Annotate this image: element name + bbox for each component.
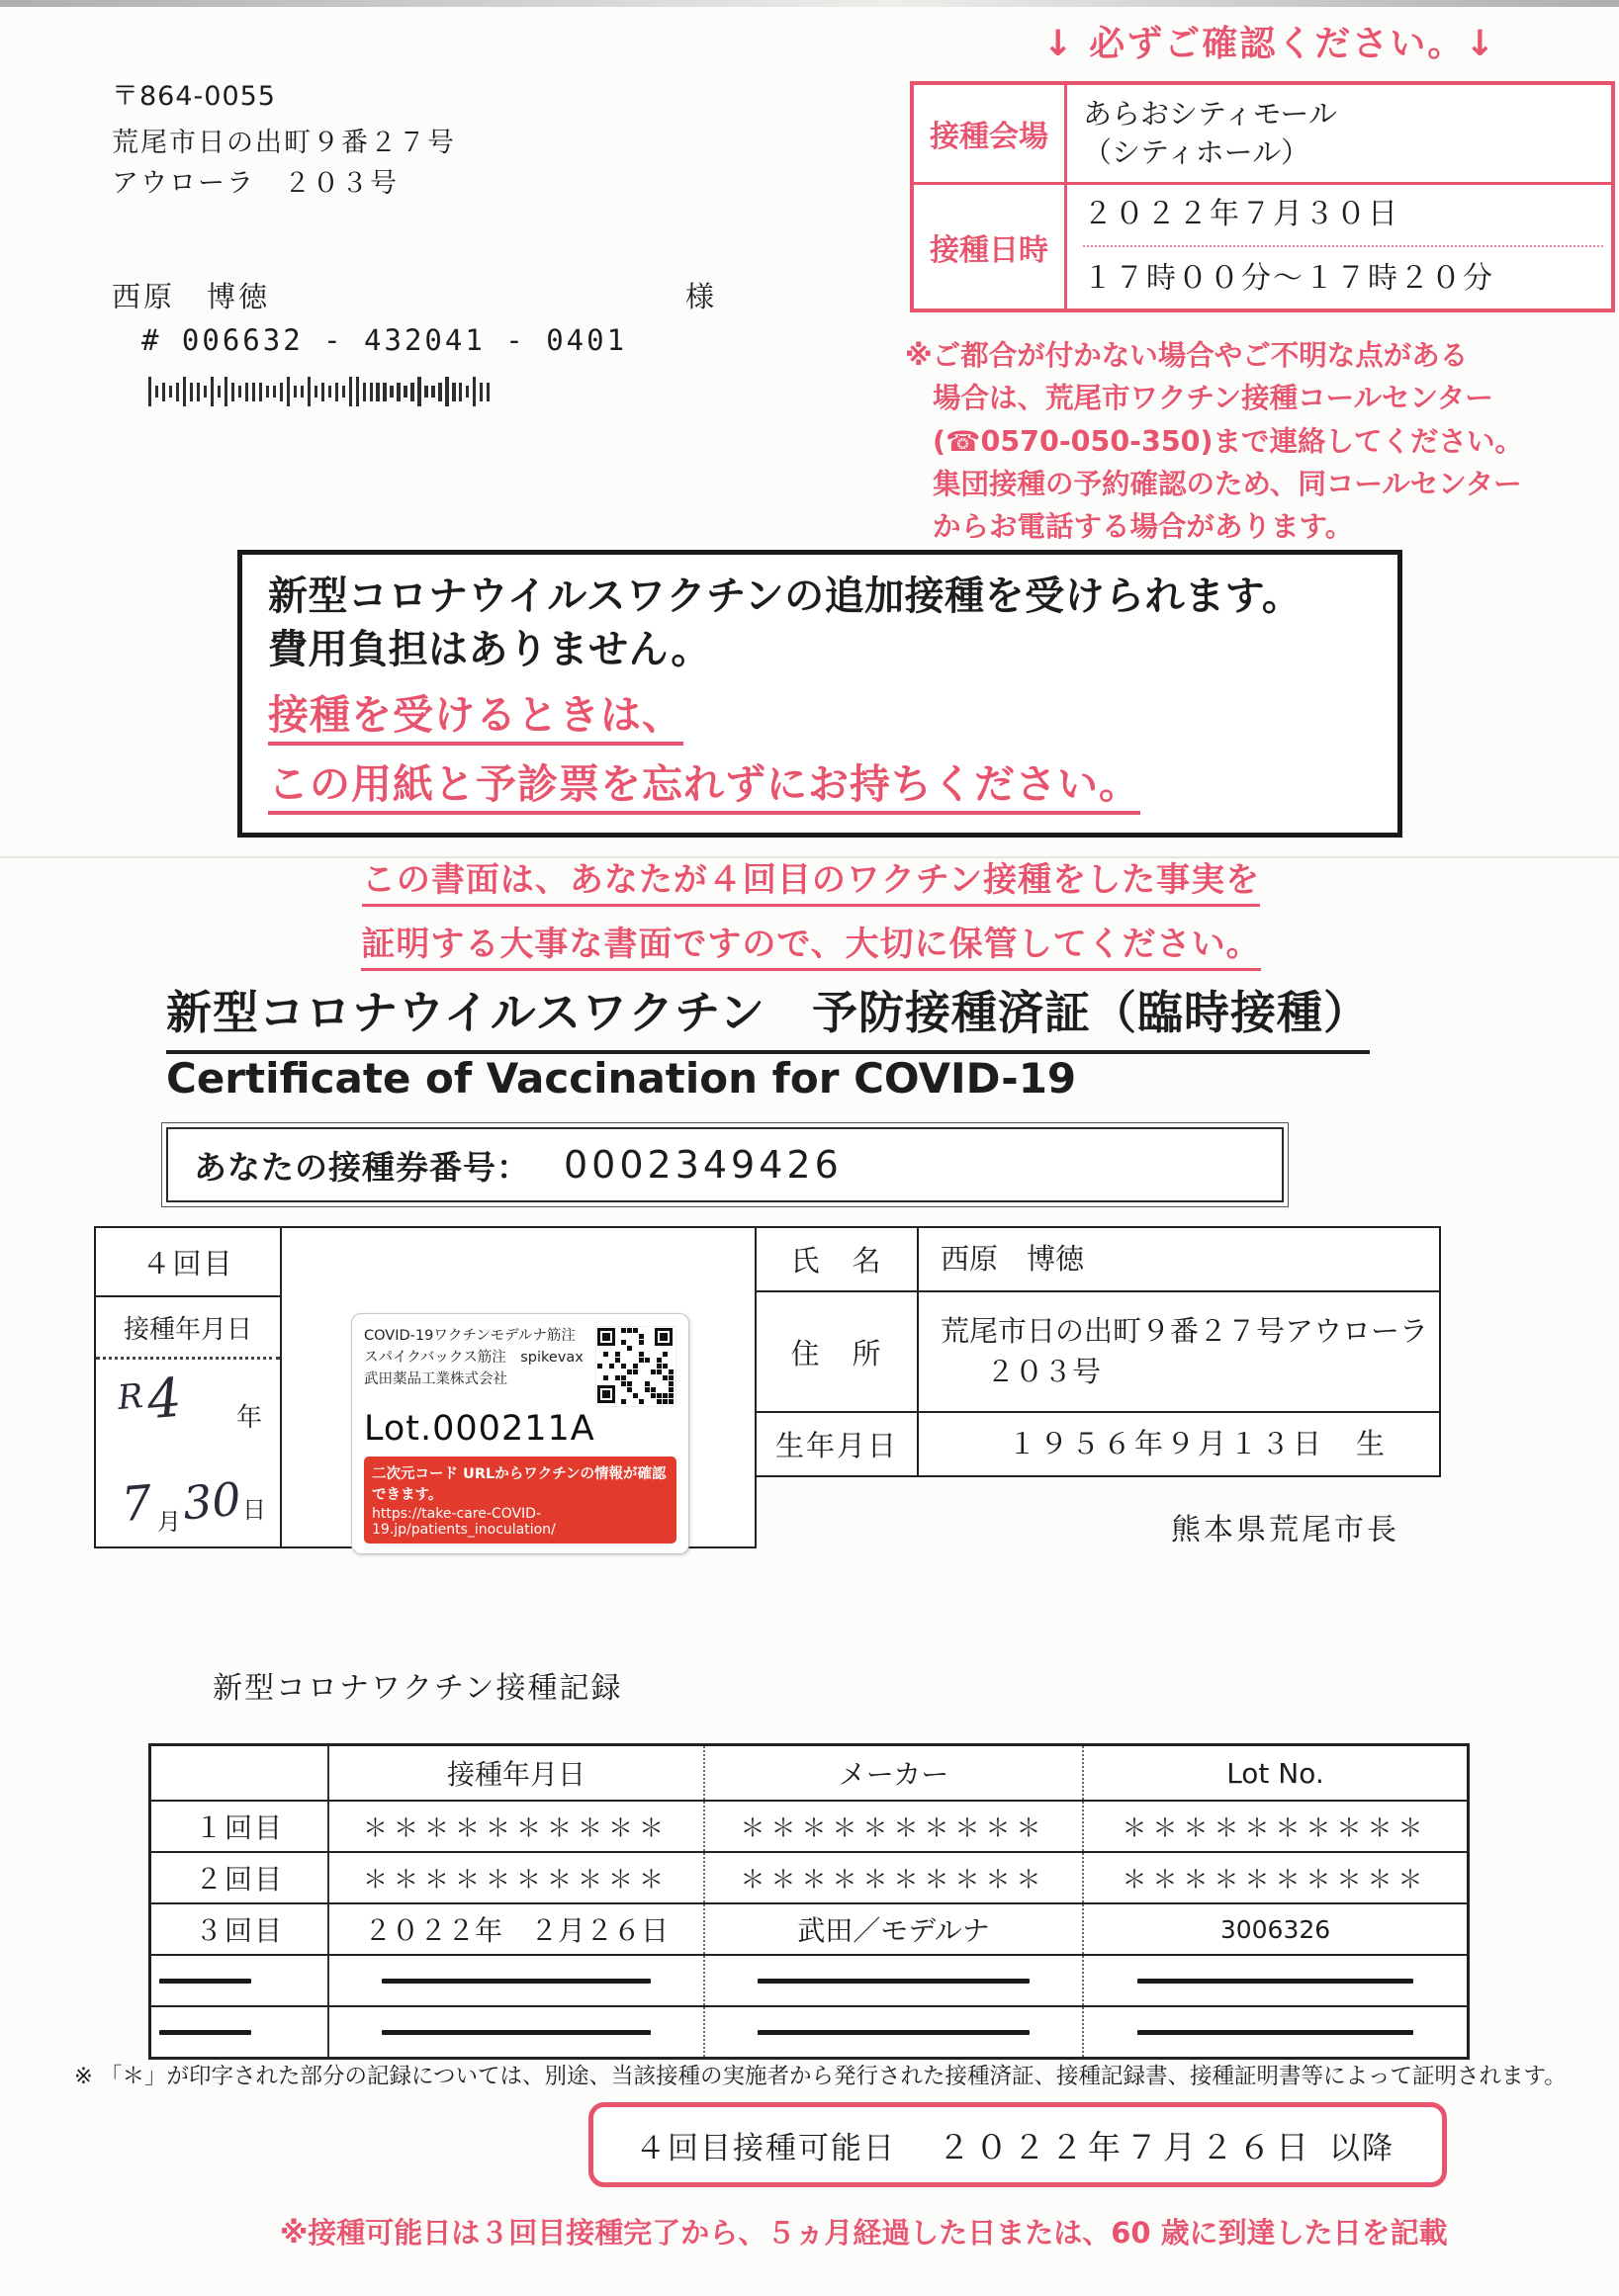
personal-info-column [757, 1226, 1441, 1548]
contact-note-line: 集団接種の予約確認のため、同コールセンター [933, 467, 1522, 500]
sticker-text [364, 1326, 587, 1407]
record-row-3 [151, 1904, 1467, 1956]
venue-label: 接種会場 [914, 85, 1067, 182]
address-value-line2: ２０３号 [986, 1355, 1102, 1388]
contact-note-line: 場合は、荒尾市ワクチン接種コールセンター [933, 382, 1493, 415]
record-date: ＊＊＊＊＊＊＊＊＊＊ [329, 1853, 705, 1902]
record-footnote: ※ 「＊」が印字された部分の記録については、別途、当該接種の実施者から発行された接種済証、接種記録書、接種証明書等によって証明されます。 [74, 2064, 1567, 2089]
certificate-table [94, 1226, 1441, 1548]
ticket-number-box [166, 1127, 1284, 1202]
handwritten-era: R [116, 1375, 145, 1419]
announce-line3: 接種を受けるときは、 [268, 690, 683, 746]
datetime-label: 接種日時 [914, 185, 1067, 309]
record-lot: ＊＊＊＊＊＊＊＊＊＊ [1122, 1865, 1429, 1894]
mail-id-number: # 006632 - 432041 - 0401 [141, 323, 628, 357]
name-row [757, 1228, 1441, 1292]
record-row-blank [151, 1956, 1467, 2007]
schedule-datetime-row [914, 182, 1611, 309]
contact-note-line: (☎0570-050-350)まで連絡してください。 [933, 424, 1524, 458]
keep-note-line1: この書面は、あなたが４回目のワクチン接種をした事実を [362, 852, 1260, 907]
keep-note [198, 852, 1424, 971]
address-value [919, 1292, 1439, 1410]
dose-number-cell: ４回目 [96, 1228, 280, 1297]
announcement-box [237, 550, 1402, 838]
handwritten-year: 4 [144, 1366, 185, 1432]
venue-value [1067, 85, 1611, 182]
vaccination-time: １７時００分～１７時２０分 [1083, 260, 1494, 296]
record-heading: 新型コロナワクチン接種記録 [213, 1671, 623, 1706]
record-header-date: 接種年月日 [329, 1746, 705, 1800]
confirm-header: ↓ 必ずご確認ください。↓ [1042, 24, 1497, 64]
scan-artifact-top [0, 0, 1619, 7]
next-dose-footnote: ※接種可能日は３回目接種完了から、５ヵ月経過した日または、60 歳に到達した日を記載 [280, 2216, 1448, 2250]
ticket-number-value: 0002349426 [564, 1143, 843, 1187]
name-value: 西原 博徳 [941, 1242, 1085, 1277]
schedule-table [910, 81, 1615, 312]
sticker-line2: スパイクバックス筋注 spikevax [364, 1349, 584, 1366]
handwritten-day: 30 [180, 1471, 243, 1531]
address-value-line1: 荒尾市日の出町９番２７号アウローラ [941, 1314, 1429, 1349]
birthdate-value: １９５６年９月１３日 生 [1008, 1426, 1389, 1460]
blank-line [758, 2030, 1029, 2035]
record-table [148, 1743, 1470, 2060]
sticker-red-band [364, 1457, 676, 1544]
recipient-postal-code: 〒864-0055 [112, 81, 276, 112]
record-date: ２０２２年 ２月２６日 [329, 1904, 705, 1954]
month-suffix: 月 [157, 1508, 181, 1536]
next-dose-label: ４回目接種可能日 [635, 2130, 896, 2166]
sticker-line1: COVID-19ワクチンモデルナ筋注 [364, 1328, 576, 1344]
record-row-2 [151, 1853, 1467, 1904]
birthdate-label: 生年月日 [757, 1413, 919, 1475]
announce-line1: 新型コロナウイルスワクチンの追加接種を受けられます。 [268, 574, 1303, 619]
recipient-name: 西原 博徳 [112, 280, 271, 313]
blank-line [382, 2030, 651, 2035]
band-line1: 二次元コード URLからワクチンの情報が確認できます。 [372, 1466, 667, 1503]
keep-note-line2: 証明する大事な書面ですので、大切に保管してください。 [361, 917, 1260, 971]
venue-line2: （シティホール） [1083, 135, 1310, 170]
record-header-row [151, 1746, 1467, 1802]
recipient-honorific: 様 [685, 280, 715, 313]
name-label: 氏 名 [757, 1228, 919, 1290]
contact-note-line: ※ご都合が付かない場合やご不明な点がある [905, 339, 1469, 372]
dose-date-column [94, 1226, 282, 1548]
day-suffix: 日 [242, 1496, 266, 1524]
next-dose-date: ２０２２年７月２６日 [938, 2127, 1313, 2166]
record-row-label: １回目 [151, 1802, 329, 1851]
next-dose-suffix: 以降 [1329, 2130, 1394, 2166]
lot-number: Lot.000211A [364, 1409, 595, 1449]
certificate-title-jp: 新型コロナウイルスワクチン 予防接種済証（臨時接種） [166, 977, 1370, 1054]
address-row [757, 1292, 1441, 1412]
record-header-lot: Lot No. [1226, 1756, 1324, 1790]
qr-code [595, 1326, 676, 1407]
record-row-label: ３回目 [151, 1904, 329, 1954]
recipient-address-line1: 荒尾市日の出町９番２７号 [112, 128, 456, 158]
record-header-maker: メーカー [705, 1746, 1084, 1800]
contact-note [905, 334, 1619, 549]
ticket-number-label: あなたの接種券番号： [194, 1147, 530, 1187]
announce-line2: 費用負担はありません。 [268, 626, 711, 672]
date-label-cell: 接種年月日 [96, 1297, 280, 1360]
announce-line4: この用紙と予診票を忘れずにお持ちください。 [268, 759, 1140, 815]
sticker-line3: 武田薬品工業株式会社 [364, 1370, 507, 1387]
datetime-value [1067, 185, 1611, 309]
blank-line [1137, 1979, 1413, 1984]
vaccine-lot-sticker [351, 1313, 689, 1554]
record-maker: 武田／モデルナ [705, 1904, 1084, 1954]
handwritten-month: 7 [119, 1474, 154, 1534]
record-maker: ＊＊＊＊＊＊＊＊＊＊ [705, 1853, 1084, 1902]
blank-line [382, 1979, 651, 1984]
record-date: ＊＊＊＊＊＊＊＊＊＊ [329, 1802, 705, 1851]
birthdate-row [757, 1413, 1441, 1477]
band-url: https://take-care-COVID-19.jp/patients_inoculation/ [372, 1506, 556, 1538]
year-suffix: 年 [235, 1403, 262, 1433]
contact-note-line: からお電話する場合があります。 [933, 510, 1354, 544]
blank-line [159, 2030, 251, 2035]
record-lot: ＊＊＊＊＊＊＊＊＊＊ [1122, 1813, 1429, 1842]
blank-line [159, 1979, 251, 1984]
record-lot: 3006326 [1219, 1914, 1331, 1944]
schedule-venue-row [914, 85, 1611, 182]
vaccination-date: ２０２２年７月３０日 [1083, 195, 1603, 247]
record-row-1 [151, 1802, 1467, 1853]
certificate-title-en: Certificate of Vaccination for COVID-19 [166, 1054, 1077, 1103]
address-label: 住 所 [757, 1292, 919, 1410]
record-row-label: ２回目 [151, 1853, 329, 1902]
postal-barcode [148, 376, 516, 407]
recipient-address-line2: アウローラ ２０３号 [112, 168, 399, 199]
sticker-cell [282, 1226, 757, 1548]
handwritten-date-area [96, 1360, 280, 1546]
record-row-blank [151, 2007, 1467, 2057]
issuer-mayor: 熊本県荒尾市長 [1171, 1513, 1399, 1547]
record-maker: ＊＊＊＊＊＊＊＊＊＊ [705, 1802, 1084, 1851]
venue-line1: あらおシティモール [1083, 97, 1337, 131]
record-header-empty [151, 1746, 329, 1800]
blank-line [1137, 2030, 1413, 2035]
next-dose-box [588, 2102, 1447, 2187]
blank-line [758, 1979, 1029, 1984]
